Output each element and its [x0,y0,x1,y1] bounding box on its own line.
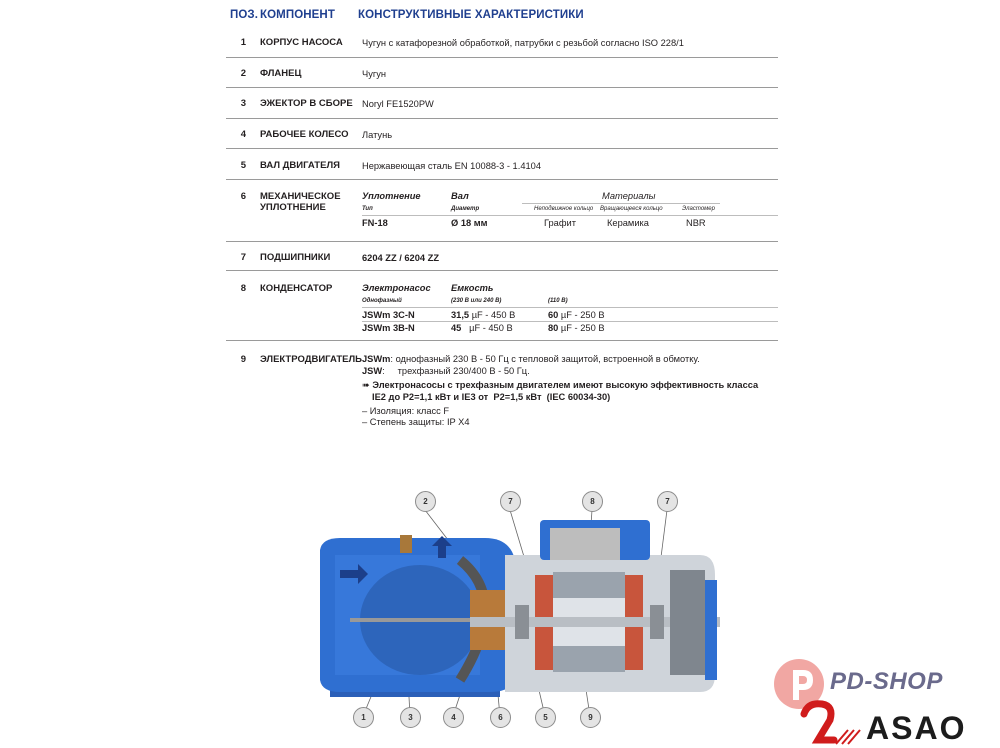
callout-7-left: 7 [500,491,521,512]
pump-cutaway-illustration [310,480,730,730]
table-row-capacitor: 8 КОНДЕНСАТОР Электронасос Емкость Однофазный (230 В или 240 В) (110 В) JSWm 3C-N 31,5 µF - 450 В 60 µF - 250 В JSWm 3B-N 45 µF - 450 В 80 µF - 250 В [226,271,778,341]
asao-logo-icon [800,700,862,746]
callout-3: 3 [400,707,421,728]
callout-9: 9 [580,707,601,728]
asao-logo: ASAO [866,710,967,746]
table-row-motor: 9 ЭЛЕКТРОДВИГАТЕЛЬ JSWm: однофазный 230 В - 50 Гц с тепловой защитой, встроенной в обмотку. JSW: трехфазный 230/400 В - 50 Гц. ➠ Электронасосы с трехфазным двигателем имеют высокую эффективность класса IE2 до P2=1,1 кВт и IE3 от P2=1,5 кВт (IEC 60034-30) – Изоляция: класс F – Степень защиты: IP X4 [240,354,759,427]
callout-2: 2 [415,491,436,512]
table-row: 4 РАБОЧЕЕ КОЛЕСО Латунь [226,119,778,149]
pd-shop-logo: PD-SHOP [830,668,943,695]
table-row: 5 ВАЛ ДВИГАТЕЛЯ Нержавеющая сталь EN 10088-3 - 1.4104 [226,149,778,180]
table-row-seal: 6 МЕХАНИЧЕСКОЕ УПЛОТНЕНИЕ Уплотнение Вал Материалы Тип Диаметр Неподвижное кольцо Вращающееся кольцо Эластомер FN-18 Ø 18 мм Графит Керамика NBR [226,180,778,242]
callout-8: 8 [582,491,603,512]
header-characteristics: КОНСТРУКТИВНЫЕ ХАРАКТЕРИСТИКИ [358,9,584,21]
callout-5: 5 [535,707,556,728]
callout-6: 6 [490,707,511,728]
callout-1: 1 [353,707,374,728]
table-row-bearings: 7 ПОДШИПНИКИ 6204 ZZ / 6204 ZZ [226,242,778,271]
header-pos: ПОЗ. [230,9,259,21]
callout-7-right: 7 [657,491,678,512]
table-row: 3 ЭЖЕКТОР В СБОРЕ Noryl FE1520PW [226,88,778,119]
callout-4: 4 [443,707,464,728]
header-component: КОМПОНЕНТ [260,9,335,21]
table-row: 2 ФЛАНЕЦ Чугун [226,58,778,88]
table-row: 1 КОРПУС НАСОСА Чугун с катафорезной обработкой, патрубки с резьбой согласно ISO 228/1 [226,30,778,58]
